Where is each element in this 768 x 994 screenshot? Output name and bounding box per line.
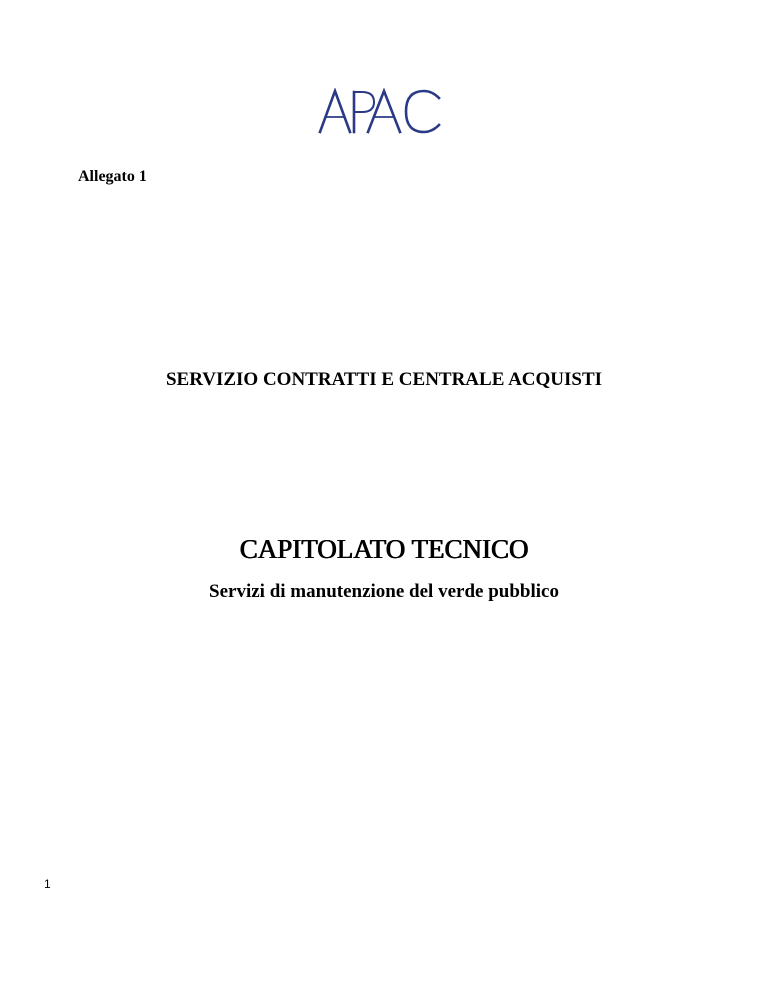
document-subtitle: Servizi di manutenzione del verde pubblico xyxy=(209,581,559,602)
annex-label: Allegato 1 xyxy=(78,168,147,185)
document-title: CAPITOLATO TECNICO xyxy=(239,534,529,564)
apac-logo xyxy=(318,88,442,134)
page-number: 1 xyxy=(44,877,51,891)
service-name: SERVIZIO CONTRATTI E CENTRALE ACQUISTI xyxy=(165,369,603,390)
apac-logo-mark xyxy=(318,88,442,134)
